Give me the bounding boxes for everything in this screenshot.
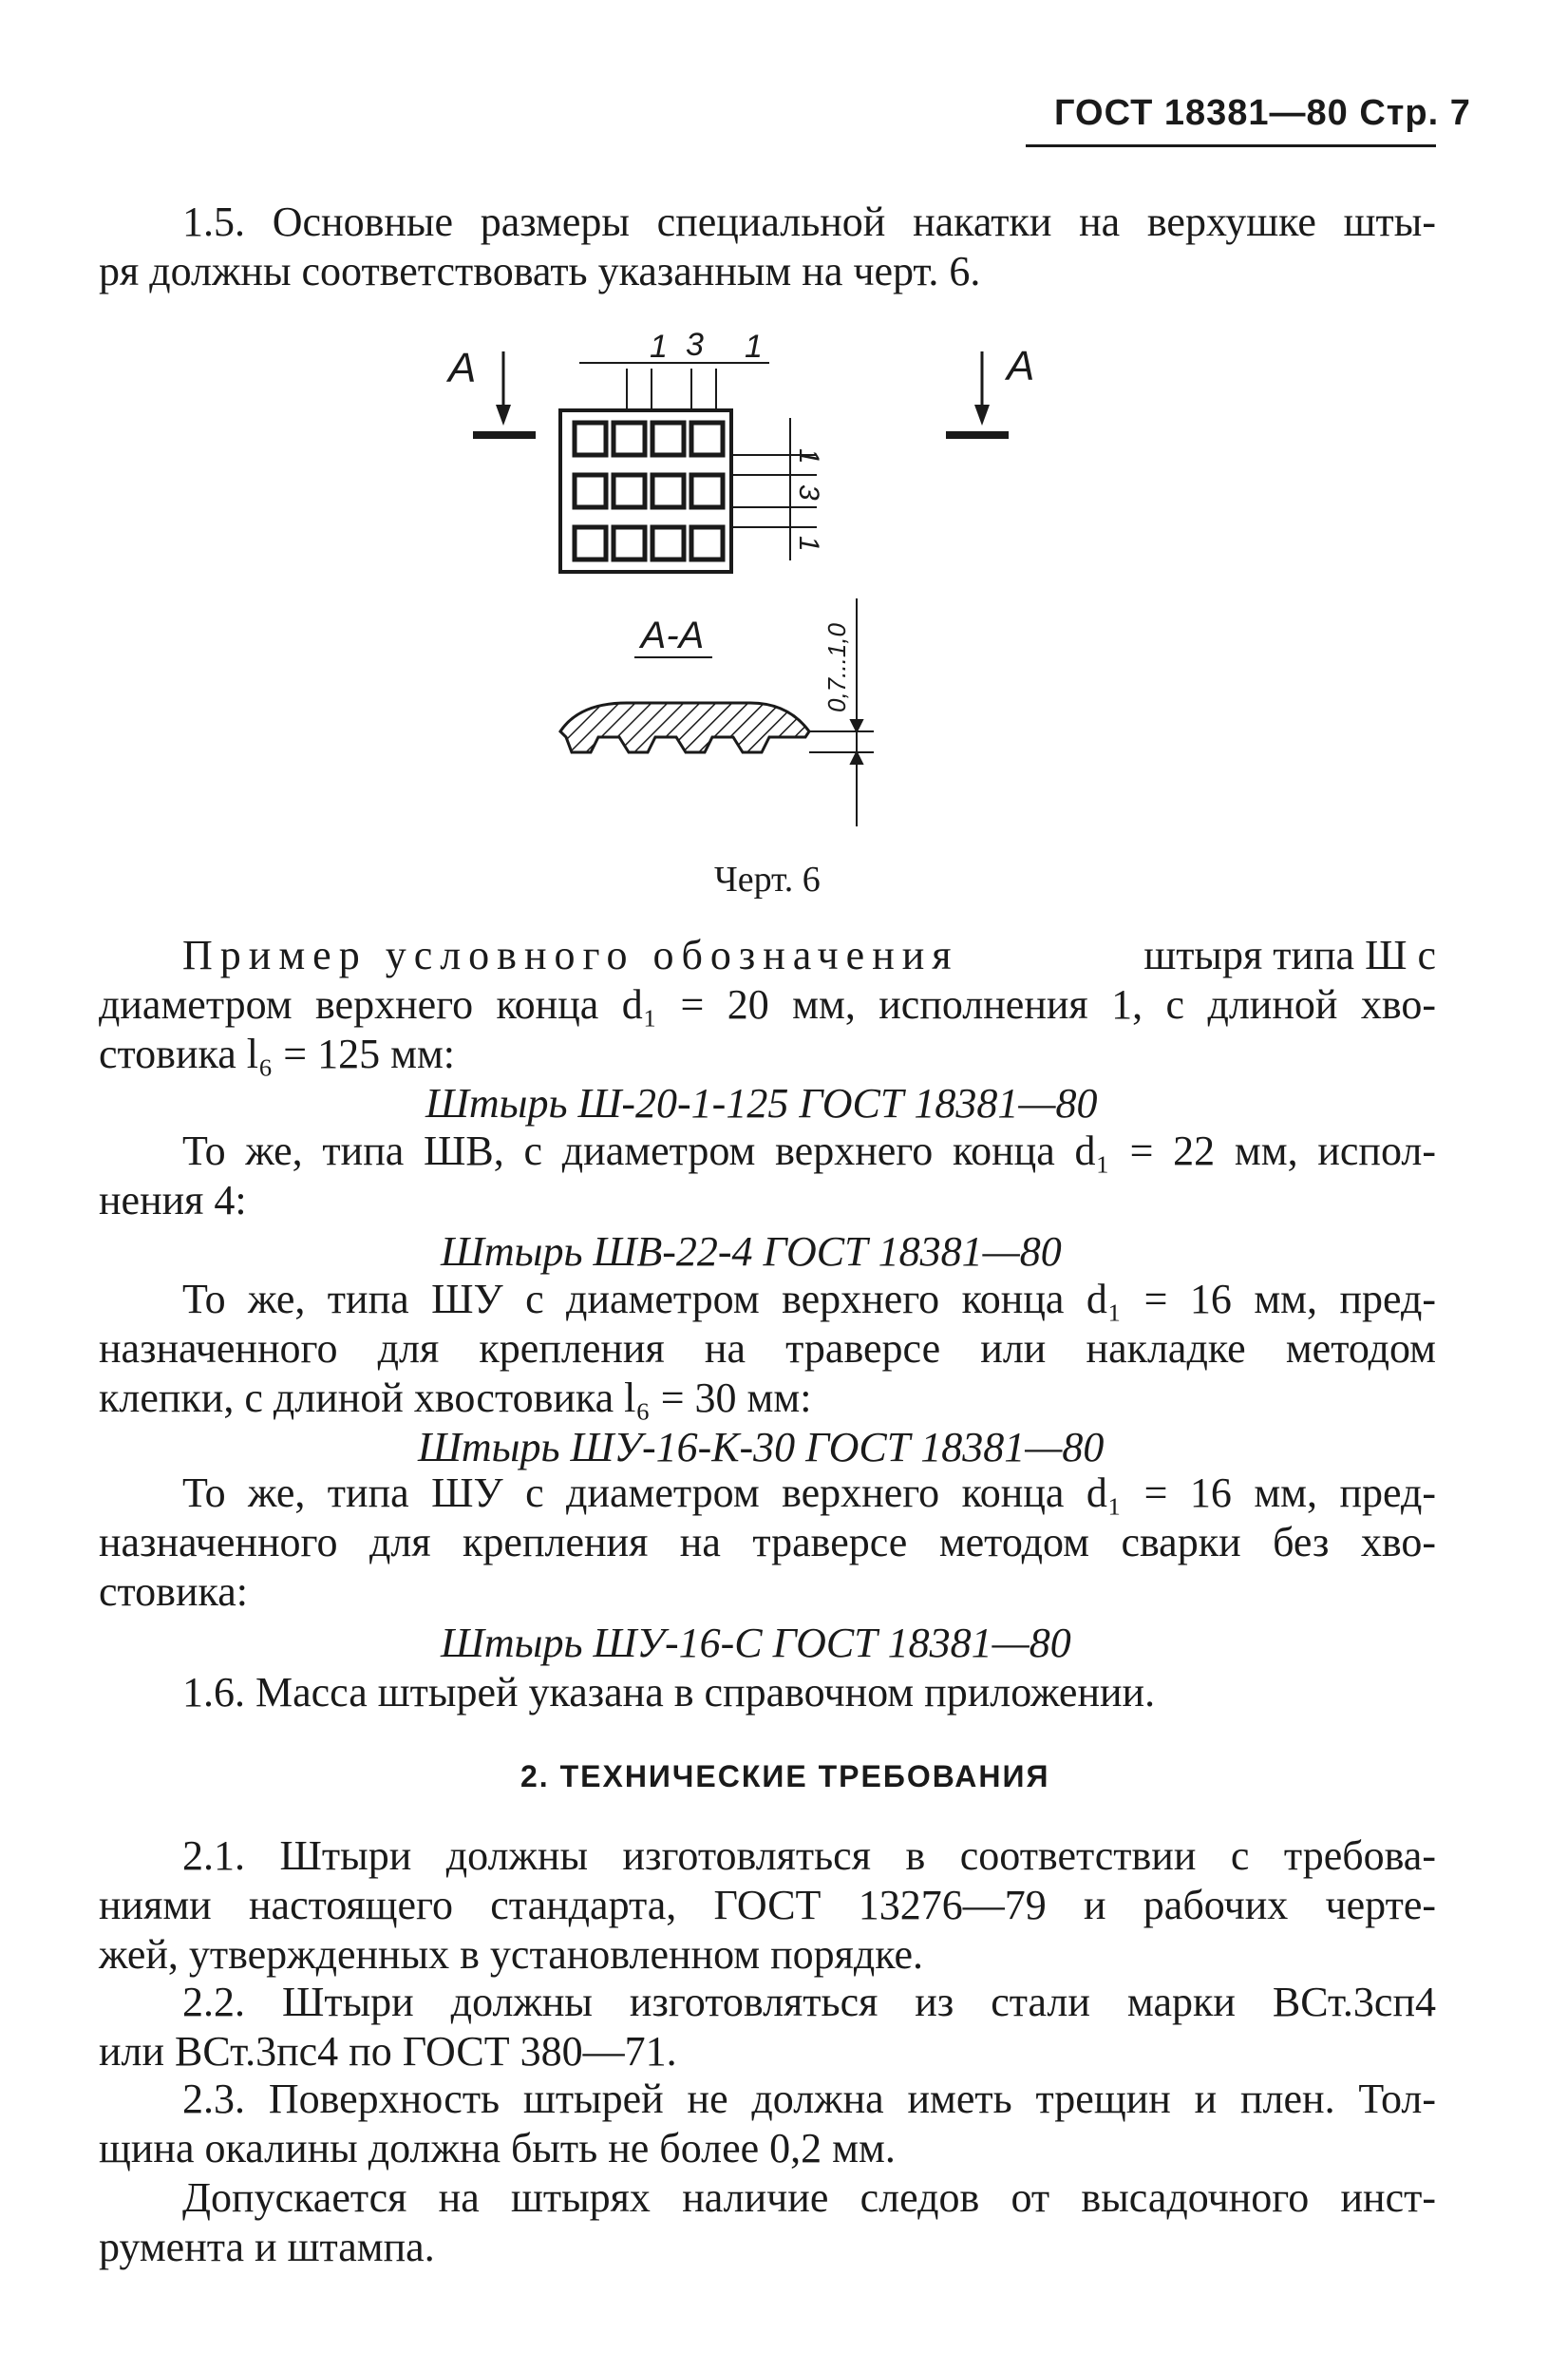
dim-side-1a: 1 (793, 448, 824, 465)
example-line6: То же, типа ШУ с диаметром верхнего конца d₁ = 16 мм, пред- (182, 1276, 1436, 1322)
para-2-3-line1: 2.3. Поверхность штырей не должна иметь трещин и плен. Тол- (182, 2076, 1436, 2122)
top-dimension (579, 363, 769, 408)
designation-2: Штырь ШВ-22-4 ГОСТ 18381—80 (441, 1228, 1062, 1275)
dim-top-1b: 1 (745, 329, 763, 365)
example-line5: нения 4: (99, 1177, 247, 1223)
example-line7: назначенного для крепления на траверсе или накладке методом (99, 1325, 1436, 1372)
dim-side-1b: 1 (793, 536, 824, 552)
section-2-heading: 2. ТЕХНИЧЕСКИЕ ТРЕБОВАНИЯ (520, 1759, 1050, 1793)
para-2-3-line2: щина окалины должна быть не более 0,2 мм. (99, 2125, 896, 2171)
para-2-2-line2: или ВСт.3пс4 по ГОСТ 380—71. (99, 2028, 677, 2075)
example-intro-rest: штыря типа Ш с (1143, 932, 1436, 978)
example-line1 (99, 931, 1436, 980)
example-line9: То же, типа ШУ с диаметром верхнего конца d₁ = 16 мм, пред- (182, 1469, 1436, 1516)
knurling-drawing (427, 313, 1092, 845)
figure-caption: Черт. 6 (714, 860, 821, 900)
para-extra-line2: румента и штампа. (99, 2224, 435, 2270)
header-rule (1026, 144, 1436, 147)
para-1-5-line2: ря должны соответствовать указанным на черт. 6. (99, 248, 981, 294)
dim-top-3: 3 (686, 327, 704, 363)
designation-3: Штырь ШУ-16-К-30 ГОСТ 18381—80 (418, 1424, 1105, 1470)
para-2-1-line3: жей, утвержденных в установленном порядке. (99, 1931, 924, 1978)
dim-top-1a: 1 (650, 329, 668, 365)
example-line11: стовика: (99, 1568, 248, 1615)
example-intro: Пример условного обозначения (182, 932, 959, 978)
designation-1: Штырь Ш-20-1-125 ГОСТ 18381—80 (425, 1080, 1098, 1127)
example-line3: стовика l₆ = 125 мм: (99, 1031, 456, 1077)
section-label: А-А (640, 615, 705, 656)
para-2-1-line2: ниями настоящего стандарта, ГОСТ 13276—79 и рабочих черте- (99, 1882, 1436, 1928)
example-line4: То же, типа ШВ, с диаметром верхнего конца d₁ = 22 мм, испол- (182, 1128, 1436, 1174)
para-1-6: 1.6. Масса штырей указана в справочном приложении. (182, 1669, 1156, 1716)
section-mark-left-letter: А (448, 345, 477, 391)
example-line2: диаметром верхнего конца d₁ = 20 мм, исполнения 1, с длиной хво- (99, 981, 1436, 1028)
dim-depth: 0,7...1,0 (822, 623, 851, 712)
section-mark-left (445, 345, 536, 439)
page-header: ГОСТ 18381—80 Стр. 7 (1054, 93, 1471, 133)
dim-side-3: 3 (793, 484, 824, 501)
section-mark-right-letter: А (1007, 343, 1035, 389)
para-2-2-line1: 2.2. Штыри должны изготовляться из стали марки ВСт.3сп4 (182, 1979, 1436, 2025)
designation-4: Штырь ШУ-16-С ГОСТ 18381—80 (441, 1620, 1071, 1666)
para-2-1-line1: 2.1. Штыри должны изготовляться в соответствии с требова- (182, 1832, 1436, 1879)
para-1-5-line1: 1.5. Основные размеры специальной накатки на верхушке шты- (182, 199, 1436, 245)
section-mark-right (946, 343, 1034, 439)
example-line8: клепки, с длиной хвостовика l₆ = 30 мм: (99, 1375, 812, 1421)
para-extra-line1: Допускается на штырях наличие следов от высадочного инст- (182, 2174, 1436, 2221)
example-line10: назначенного для крепления на траверсе методом сварки без хво- (99, 1519, 1436, 1565)
knurl-cells (575, 423, 723, 559)
section-profile (560, 703, 809, 752)
